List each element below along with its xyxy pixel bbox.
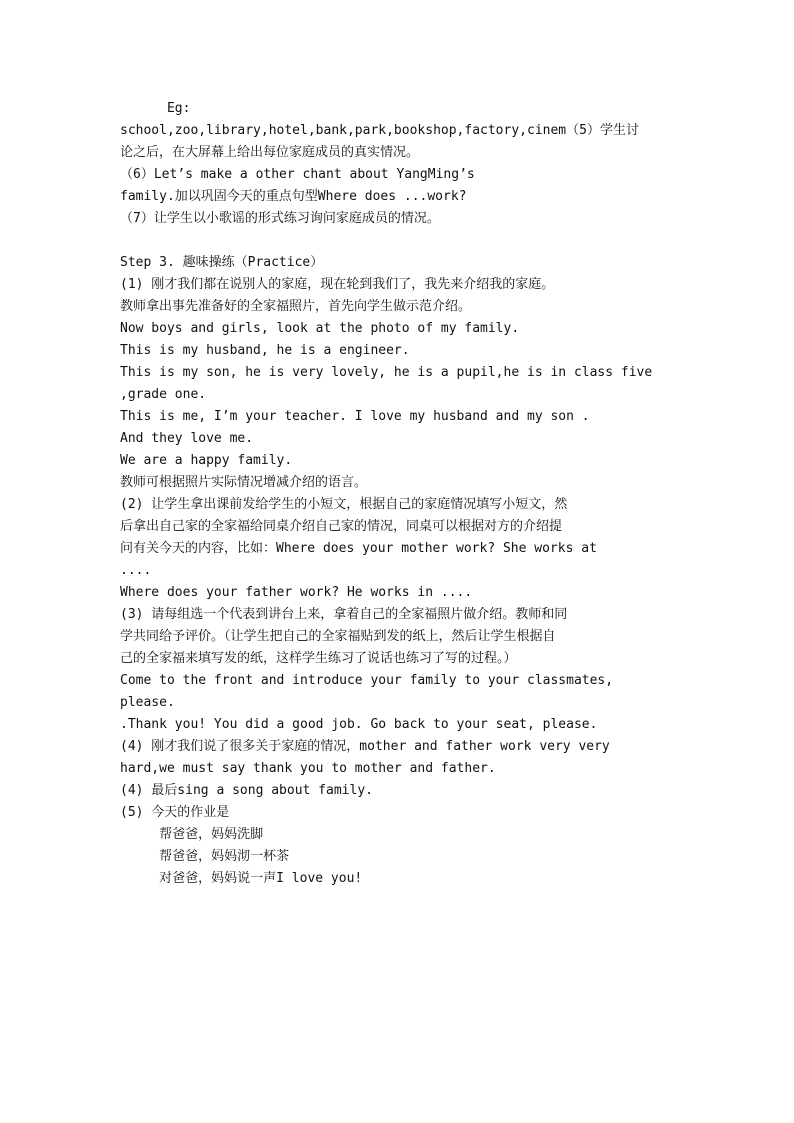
text-line: 教师可根据照片实际情况增减介绍的语言。 bbox=[120, 475, 368, 490]
text-line: (4) 刚才我们说了很多关于家庭的情况，mother and father work very very bbox=[120, 739, 610, 754]
text-line: This is my husband, he is a engineer. bbox=[120, 343, 410, 358]
homework-heading: (5) 今天的作业是 bbox=[120, 805, 230, 820]
text-line: (4) 最后sing a song about family. bbox=[120, 783, 373, 798]
text-line: please. bbox=[120, 695, 175, 710]
blank-line bbox=[120, 230, 668, 252]
text-line: We are a happy family. bbox=[120, 453, 293, 468]
text-line: hard,we must say thank you to mother and father. bbox=[120, 761, 496, 776]
text-line: (3) 请每组选一个代表到讲台上来，拿着自己的全家福照片做介绍。教师和同 bbox=[120, 607, 568, 622]
text-line: Where does your father work? He works in .... bbox=[120, 585, 473, 600]
text-line: （7）让学生以小歌谣的形式练习询问家庭成员的情况。 bbox=[120, 211, 440, 226]
text-line: .Thank you! You did a good job. Go back to your seat, please. bbox=[120, 717, 598, 732]
homework-item: 帮爸爸，妈妈沏一杯茶 bbox=[120, 849, 290, 864]
text-line: 问有关今天的内容，比如：Where does your mother work? She works at bbox=[120, 541, 597, 556]
document-body bbox=[120, 98, 668, 890]
text-line: This is me, I’m your teacher. I love my husband and my son . bbox=[120, 409, 590, 424]
text-line: .... bbox=[120, 563, 152, 578]
text-line: (1) 刚才我们都在说别人的家庭，现在轮到我们了，我先来介绍我的家庭。 bbox=[120, 277, 555, 292]
text-line: (2) 让学生拿出课前发给学生的小短文，根据自己的家庭情况填写小短文，然 bbox=[120, 497, 568, 512]
text-line: 己的全家福来填写发的纸，这样学生练习了说话也练习了写的过程。） bbox=[120, 651, 517, 666]
text-line: 后拿出自己家的全家福给同桌介绍自己家的情况，同桌可以根据对方的介绍提 bbox=[120, 519, 563, 534]
text-line: This is my son, he is very lovely, he is a pupil,he is in class five bbox=[120, 365, 653, 380]
homework-item: 对爸爸，妈妈说一声I love you! bbox=[120, 871, 363, 886]
text-line: （6）Let’s make a other chant about YangMing’s bbox=[120, 167, 475, 182]
text-line: Now boys and girls, look at the photo of my family. bbox=[120, 321, 520, 336]
example-label: Eg: bbox=[120, 101, 191, 116]
text-line: family.加以巩固今天的重点句型Where does ...work? bbox=[120, 189, 467, 204]
text-line: ,grade one. bbox=[120, 387, 207, 402]
text-line: 教师拿出事先准备好的全家福照片，首先向学生做示范介绍。 bbox=[120, 299, 472, 314]
text-line: And they love me. bbox=[120, 431, 254, 446]
text-line: 学共同给予评价。（让学生把自己的全家福贴到发的纸上，然后让学生根据自 bbox=[120, 629, 556, 644]
homework-item: 帮爸爸，妈妈洗脚 bbox=[120, 827, 264, 842]
section-heading: Step 3. 趣味操练（Practice） bbox=[120, 255, 324, 270]
text-line: school,zoo,library,hotel,bank,park,bookshop,factory,cinem（5）学生讨 bbox=[120, 123, 639, 138]
text-line: Come to the front and introduce your family to your classmates, bbox=[120, 673, 614, 688]
text-line: 论之后，在大屏幕上给出每位家庭成员的真实情况。 bbox=[120, 145, 420, 160]
